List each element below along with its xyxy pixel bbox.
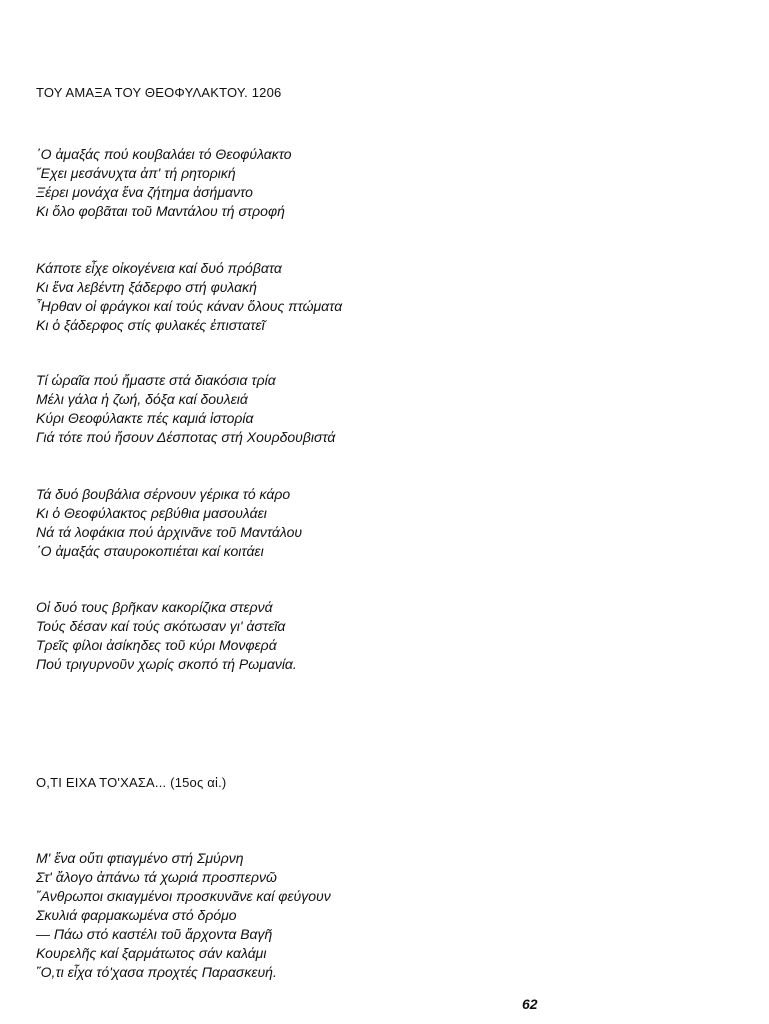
poem-2-title: Ο,ΤΙ ΕΙΧΑ ΤΟ'ΧΑΣΑ... (15ος αἰ.)	[36, 775, 227, 790]
verse-line: Τούς δέσαν καί τούς σκότωσαν γι' ἀστεῖα	[36, 618, 286, 634]
verse-line: Κάποτε εἶχε οἰκογένεια καί δυό πρόβατα	[36, 260, 282, 276]
verse-line: Κι ὁ Θεοφύλακτος ρεβύθια μασουλάει	[36, 505, 267, 521]
verse-line: Νά τά λοφάκια πού ἀρχινᾶνε τοῦ Μαντάλου	[36, 524, 303, 540]
verse-line: Πού τριγυρνοῦν χωρίς σκοπό τή Ρωμανία.	[36, 656, 297, 672]
poem-2-stanza-1	[36, 849, 331, 982]
verse-line: Ξέρει μονάχα ἕνα ζήτημα ἀσήμαντο	[36, 184, 253, 200]
verse-line: ῾Ο ἀμαξάς πού κουβαλάει τό Θεοφύλακτο	[36, 146, 292, 162]
poem-1-stanza-1	[36, 145, 292, 221]
verse-line: Κύρι Θεοφύλακτε πές καμιά ἱστορία	[36, 410, 254, 426]
verse-line: Τρεῖς φίλοι ἀσίκηδες τοῦ κύρι Μονφερά	[36, 637, 277, 653]
verse-line: Στ' ἄλογο ἀπάνω τά χωριά προσπερνῶ	[36, 869, 277, 885]
verse-line: ῏Ηρθαν οἱ φράγκοι καί τούς κάναν ὅλους πτώματα	[36, 298, 343, 314]
verse-line: Μ' ἕνα οὔτι φτιαγμένο στή Σμύρνη	[36, 850, 244, 866]
poem-1-stanza-2	[36, 259, 342, 335]
verse-line: Κι ἕνα λεβέντη ξάδερφο στή φυλακή	[36, 279, 257, 295]
verse-line: ῎Εχει μεσάνυχτα ἀπ' τή ρητορική	[36, 165, 236, 181]
verse-line: Οἱ δυό τους βρῆκαν κακορίζικα στερνά	[36, 599, 273, 615]
verse-line: Μέλι γάλα ἡ ζωή, δόξα καί δουλειά	[36, 391, 248, 407]
verse-line: Σκυλιά φαρμακωμένα στό δρόμο	[36, 907, 237, 923]
verse-line: Τί ὡραῖα πού ἤμαστε στά διακόσια τρία	[36, 372, 276, 388]
verse-line: ῞Ο,τι εἶχα τό'χασα προχτές Παρασκευή.	[36, 964, 277, 980]
page-number: 62	[522, 996, 538, 1012]
verse-line: Τά δυό βουβάλια σέρνουν γέρικα τό κάρο	[36, 486, 291, 502]
verse-line: ῾Ο ἀμαξάς σταυροκοπιέται καί κοιτάει	[36, 543, 264, 559]
verse-line: Κι ὁ ξάδερφος στίς φυλακές ἐπιστατεῖ	[36, 317, 265, 333]
poem-1-stanza-4	[36, 485, 302, 561]
verse-line: Κι ὅλο φοβᾶται τοῦ Μαντάλου τή στροφή	[36, 203, 285, 219]
poem-1-stanza-5	[36, 598, 297, 674]
poem-1-stanza-3	[36, 371, 335, 447]
poem-1-title: ΤΟΥ ΑΜΑΞΑ ΤΟΥ ΘΕΟΦΥΛΑΚΤΟΥ. 1206	[36, 85, 282, 100]
verse-line: — Πάω στό καστέλι τοῦ ἄρχοντα Βαγῆ	[36, 926, 273, 942]
verse-line: Κουρελῆς καί ξαρμάτωτος σάν καλάμι	[36, 945, 267, 961]
verse-line: ῎Ανθρωποι σκιαγμένοι προσκυνᾶνε καί φεύγουν	[36, 888, 331, 904]
verse-line: Γιά τότε πού ἤσουν Δέσποτας στή Χουρδουβιστά	[36, 429, 336, 445]
